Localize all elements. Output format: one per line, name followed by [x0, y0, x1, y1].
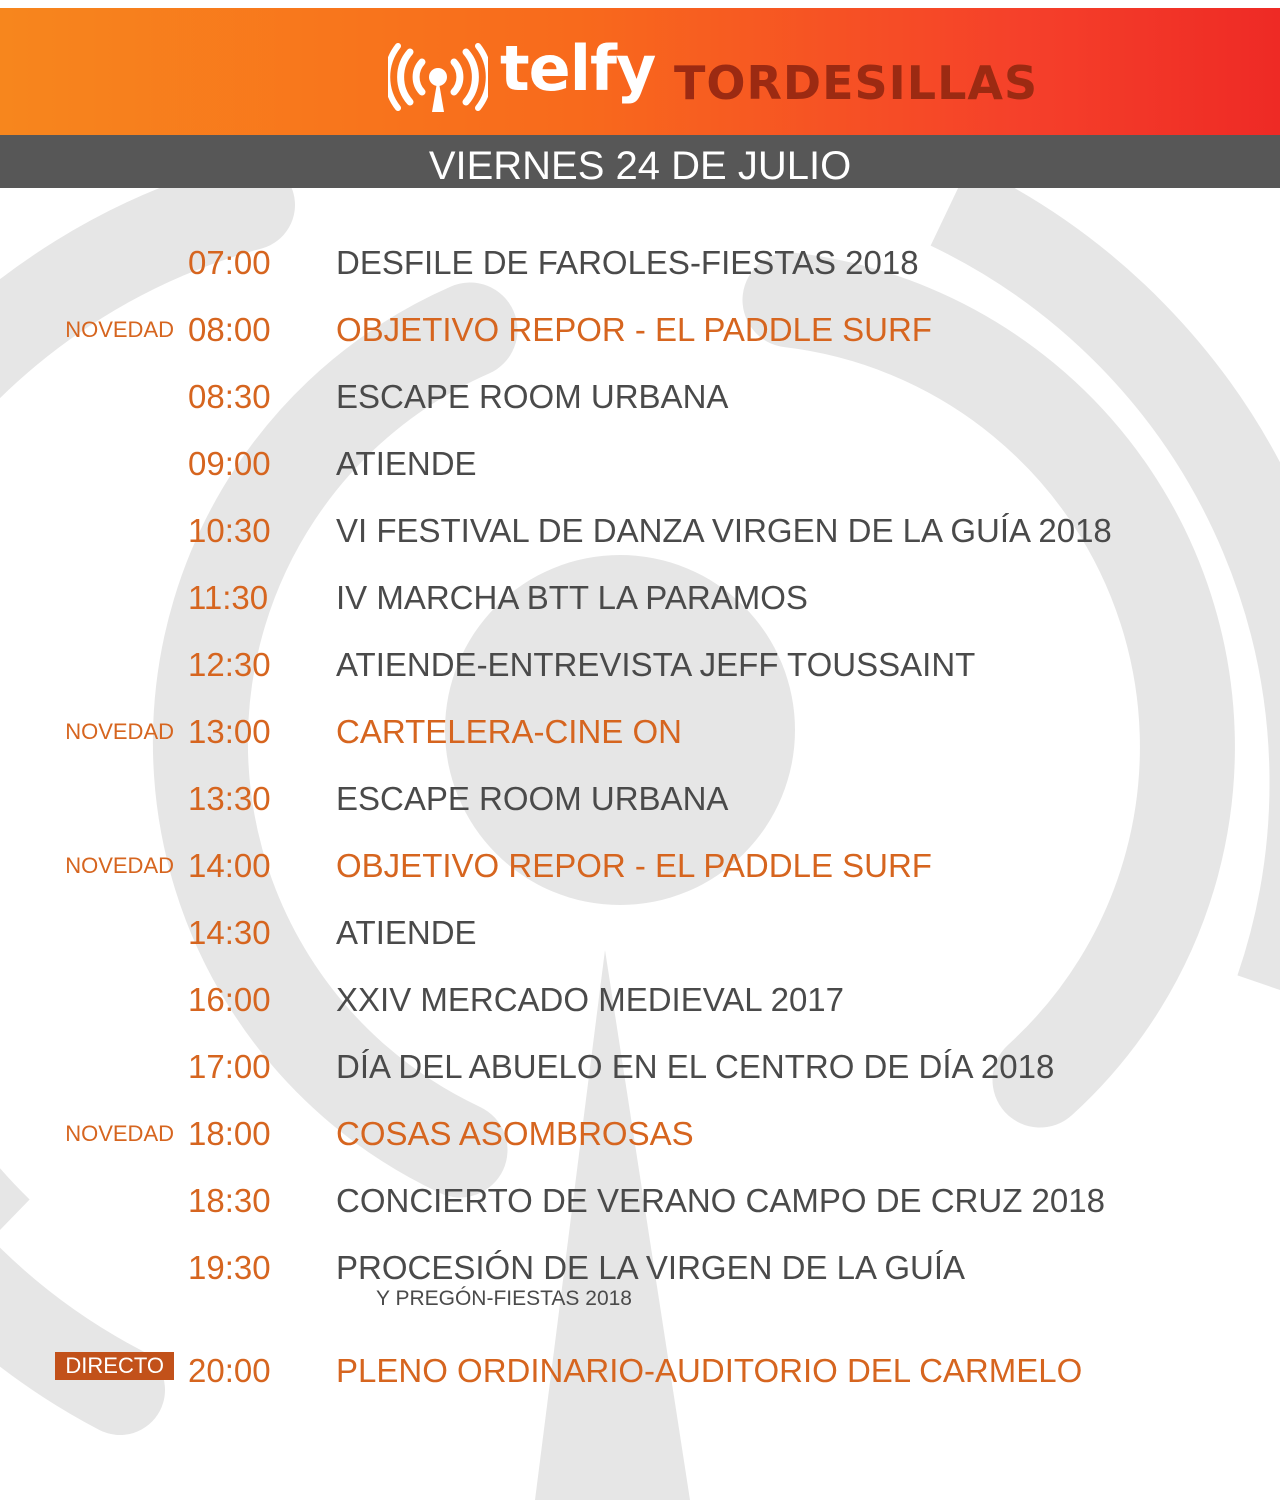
program-time: 11:30 [188, 579, 269, 616]
schedule-row [0, 774, 1280, 824]
new-badge: NOVEDAD [65, 317, 174, 342]
schedule-row [0, 640, 1280, 690]
new-badge: NOVEDAD [65, 1121, 174, 1146]
program-title: CONCIERTO DE VERANO CAMPO DE CRUZ 2018 [336, 1182, 1105, 1219]
program-title: DESFILE DE FAROLES-FIESTAS 2018 [336, 244, 919, 281]
program-title: XXIV MERCADO MEDIEVAL 2017 [336, 981, 845, 1018]
city-name: TORDESILLAS [674, 56, 1039, 110]
schedule-row [0, 305, 1280, 355]
schedule-row [0, 975, 1280, 1025]
schedule-row [0, 1346, 1280, 1396]
schedule-row [0, 908, 1280, 958]
schedule-row [0, 238, 1280, 288]
brand-name: telfy [500, 32, 656, 105]
program-time: 10:30 [188, 512, 271, 549]
program-time: 14:00 [188, 847, 271, 884]
schedule-row [0, 1042, 1280, 1092]
program-time: 07:00 [188, 244, 271, 281]
program-time: 18:30 [188, 1182, 271, 1219]
program-title: ESCAPE ROOM URBANA [336, 780, 729, 817]
schedule-date: VIERNES 24 DE JULIO [428, 144, 852, 188]
schedule-row [0, 707, 1280, 757]
program-time: 14:30 [188, 914, 271, 951]
program-title: DÍA DEL ABUELO EN EL CENTRO DE DÍA 2018 [336, 1048, 1055, 1085]
program-title: COSAS ASOMBROSAS [336, 1115, 694, 1152]
schedule-row [0, 372, 1280, 422]
program-time: 13:30 [188, 780, 271, 817]
program-title: ATIENDE [336, 914, 477, 951]
program-title: PROCESIÓN DE LA VIRGEN DE LA GUÍA [336, 1249, 966, 1286]
program-time: 16:00 [188, 981, 271, 1018]
program-title: ATIENDE-ENTREVISTA JEFF TOUSSAINT [336, 646, 976, 683]
program-title: ATIENDE [336, 445, 477, 482]
schedule-row [0, 573, 1280, 623]
program-title: VI FESTIVAL DE DANZA VIRGEN DE LA GUÍA 2018 [336, 512, 1112, 549]
schedule-row [0, 1109, 1280, 1159]
program-title: PLENO ORDINARIO-AUDITORIO DEL CARMELO [336, 1352, 1083, 1389]
program-title: OBJETIVO REPOR - EL PADDLE SURF [336, 311, 932, 348]
program-time: 13:00 [188, 713, 271, 750]
schedule-row [0, 841, 1280, 891]
program-title: OBJETIVO REPOR - EL PADDLE SURF [336, 847, 932, 884]
program-time: 19:30 [188, 1249, 271, 1286]
program-time: 17:00 [188, 1048, 271, 1085]
new-badge: NOVEDAD [65, 719, 174, 744]
schedule-row [0, 1243, 1280, 1310]
program-subtitle: Y PREGÓN-FIESTAS 2018 [376, 1287, 632, 1310]
program-title: IV MARCHA BTT LA PARAMOS [336, 579, 808, 616]
program-time: 08:30 [188, 378, 271, 415]
program-time: 09:00 [188, 445, 271, 482]
program-time: 18:00 [188, 1115, 271, 1152]
program-time: 12:30 [188, 646, 271, 683]
program-title: ESCAPE ROOM URBANA [336, 378, 729, 415]
program-title: CARTELERA-CINE ON [336, 713, 682, 750]
schedule-row [0, 1176, 1280, 1226]
schedule-row [0, 506, 1280, 556]
program-time: 20:00 [188, 1352, 271, 1389]
program-time: 08:00 [188, 311, 271, 348]
live-badge: DIRECTO [55, 1352, 174, 1380]
schedule-row [0, 439, 1280, 489]
new-badge: NOVEDAD [65, 853, 174, 878]
